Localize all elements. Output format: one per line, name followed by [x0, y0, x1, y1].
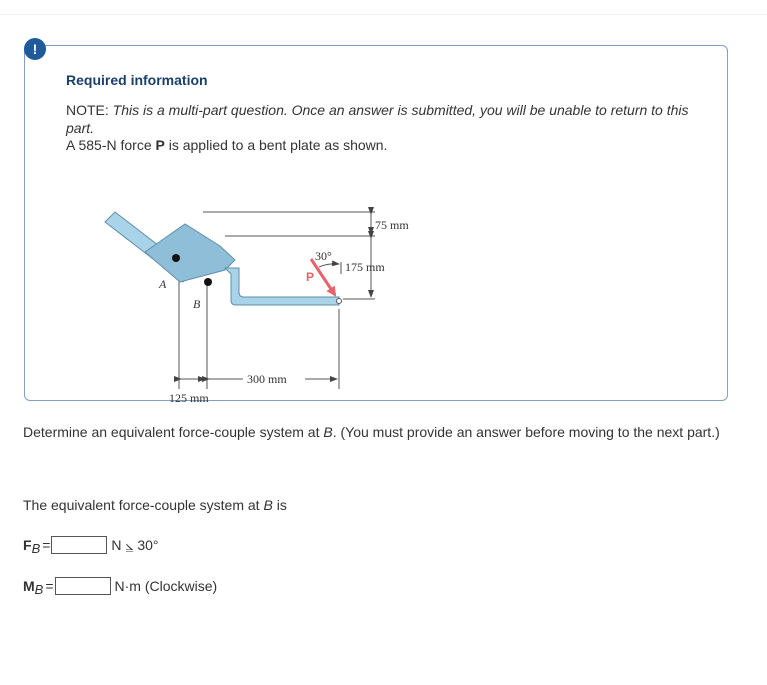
- top-divider: [0, 14, 767, 15]
- equivalent-system-text: The equivalent force-couple system at B is: [23, 497, 287, 513]
- force-answer-row: F B = N ⦥ 30°: [23, 536, 159, 556]
- angle-arc: [319, 264, 339, 267]
- dim-175-label: 175 mm: [345, 260, 385, 274]
- question-text: Determine an equivalent force-couple system at B. (You must provide an answer before moving to the next part.): [23, 424, 720, 440]
- moment-answer-row: M B = N·m (Clockwise): [23, 578, 218, 597]
- moment-label: M: [23, 578, 35, 594]
- force-unit: N ⦥ 30°: [111, 536, 159, 553]
- alert-icon: !: [24, 38, 46, 60]
- dim-125-label: 125 mm: [169, 391, 209, 405]
- bent-plate-figure: [75, 164, 415, 405]
- force-label: F: [23, 537, 32, 553]
- problem-statement: A 585-N force P is applied to a bent plate as shown.: [66, 137, 388, 153]
- dim-300-label: 300 mm: [247, 372, 287, 386]
- note-text: NOTE: This is a multi-part question. Once an answer is submitted, you will be unable to return to this part.: [66, 102, 689, 136]
- force-input[interactable]: [51, 536, 107, 554]
- bolt-A: [172, 254, 180, 262]
- label-A: A: [159, 277, 167, 291]
- label-P: P: [306, 270, 315, 284]
- dim-75-label: 75 mm: [375, 218, 409, 232]
- required-information-box: [24, 45, 728, 405]
- load-point: [337, 299, 342, 304]
- moment-input[interactable]: [55, 577, 111, 595]
- moment-subscript: B: [34, 581, 44, 597]
- info-title: Required information: [66, 72, 208, 88]
- force-subscript: B: [31, 540, 41, 556]
- bent-plate: [105, 212, 342, 305]
- angle-label: 30°: [315, 249, 332, 263]
- bolt-B: [204, 278, 212, 286]
- moment-unit: N·m (Clockwise): [114, 578, 218, 594]
- label-B: B: [193, 297, 201, 311]
